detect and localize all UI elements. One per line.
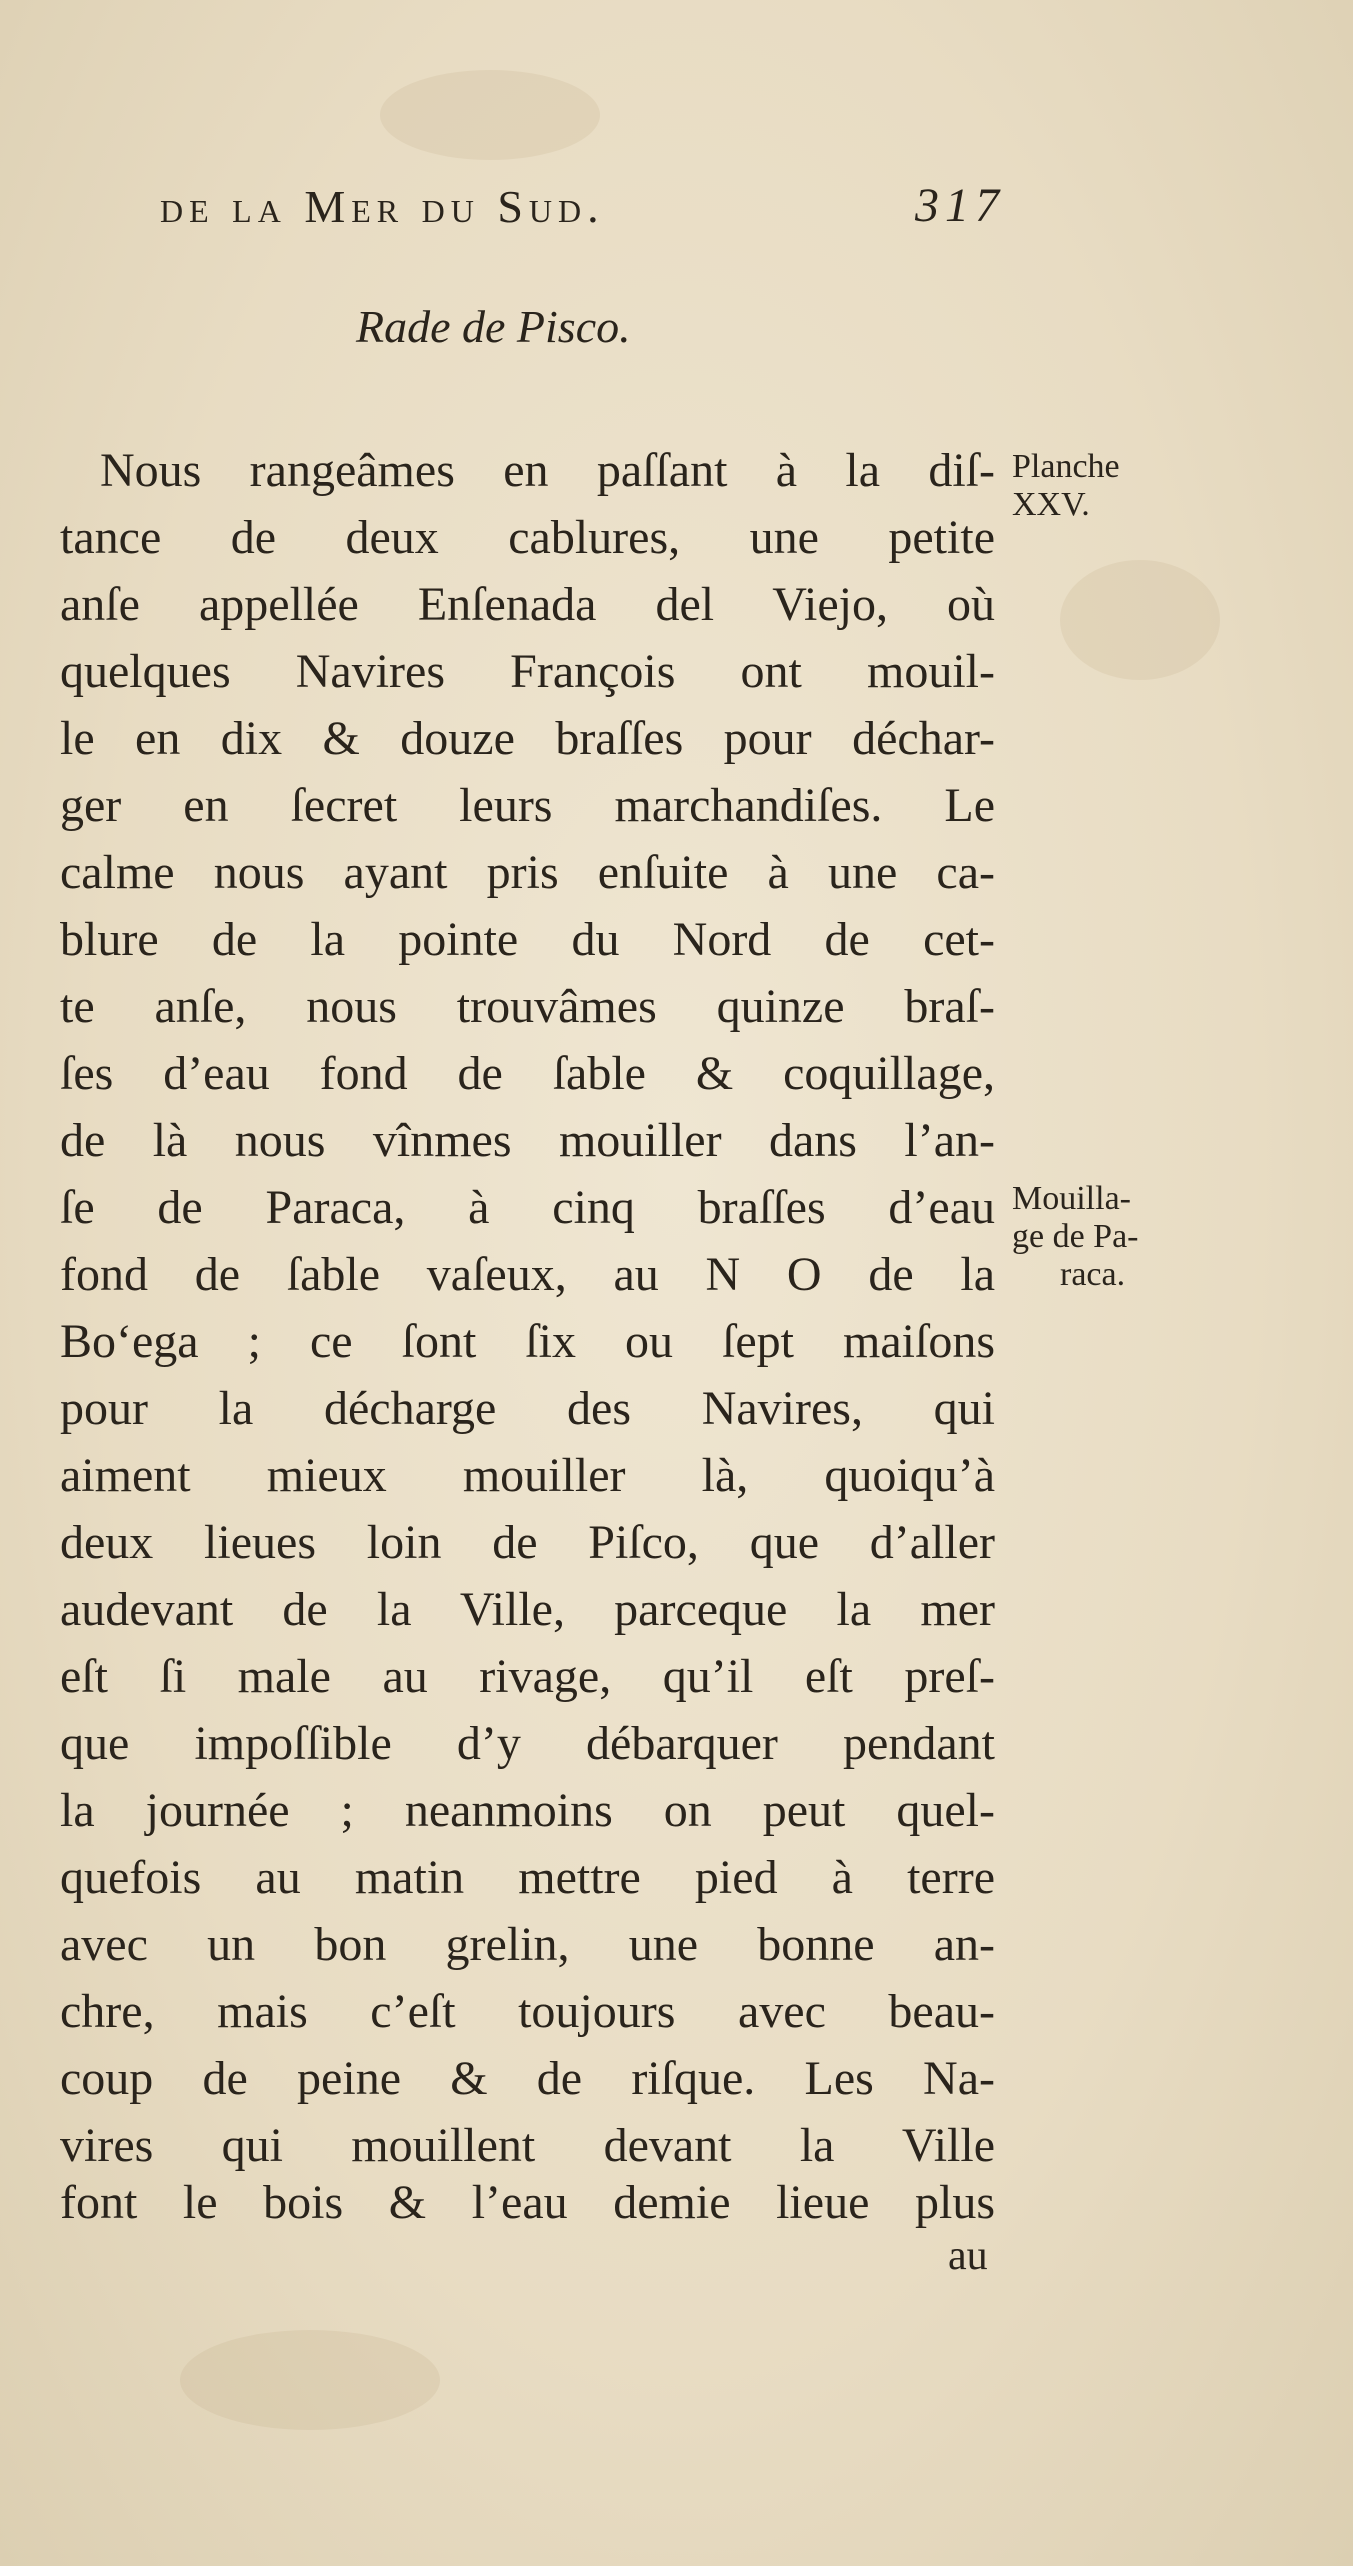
paper-stain xyxy=(1060,560,1220,680)
running-header xyxy=(160,180,1030,250)
text-line: de là nous vînmes mouiller dans l’an- xyxy=(60,1114,995,1167)
catchword: au xyxy=(948,2233,988,2279)
text-line: pour la décharge des Navires, qui xyxy=(60,1382,995,1435)
text-line: Bo‘ega ; ce ſont ſix ou ſept maiſons xyxy=(60,1315,995,1368)
text-line: anſe appellée Enſenada del Viejo, où xyxy=(60,578,995,631)
text-line: deux lieues loin de Piſco, que d’aller xyxy=(60,1516,995,1569)
margin-note-line: ge de Pa- xyxy=(1012,1218,1139,1255)
page-number: 317 xyxy=(915,179,1005,232)
text-line: te anſe, nous trouvâmes quinze braſ- xyxy=(60,980,995,1033)
text-line: audevant de la Ville, parceque la mer xyxy=(60,1583,995,1636)
text-line: vires qui mouillent devant la Ville xyxy=(60,2119,995,2172)
margin-note-line: XXV. xyxy=(1012,486,1090,523)
paper-stain xyxy=(380,70,600,160)
margin-note-line: Planche xyxy=(1012,448,1120,485)
section-title: Rade de Pisco. xyxy=(356,301,631,352)
margin-note-line: Mouilla- xyxy=(1012,1180,1131,1217)
text-line: Nous rangeâmes en paſſant à la diſ- xyxy=(100,444,995,497)
text-line: que impoſſible d’y débarquer pendant xyxy=(60,1717,995,1770)
text-line: quelques Navires François ont mouil- xyxy=(60,645,995,698)
text-line: chre, mais c’eſt toujours avec beau- xyxy=(60,1985,995,2038)
text-line: ſes d’eau fond de ſable & coquillage, xyxy=(60,1047,995,1100)
text-line: ſe de Paraca, à cinq braſſes d’eau xyxy=(60,1181,995,1234)
text-line: font le bois & l’eau demie lieue plus xyxy=(60,2176,995,2229)
text-line: ger en ſecret leurs marchandiſes. Le xyxy=(60,779,995,832)
text-line: avec un bon grelin, une bonne an- xyxy=(60,1918,995,1971)
text-line: eſt ſi male au rivage, qu’il eſt preſ- xyxy=(60,1650,995,1703)
margin-note-line: raca. xyxy=(1060,1256,1126,1293)
text-line: le en dix & douze braſſes pour déchar- xyxy=(60,712,995,765)
text-line: tance de deux cablures, une petite xyxy=(60,511,995,564)
text-line: la journée ; neanmoins on peut quel- xyxy=(60,1784,995,1837)
text-line: calme nous ayant pris enſuite à une ca- xyxy=(60,846,995,899)
running-title: de la Mer du Sud. xyxy=(160,181,605,232)
text-line: coup de peine & de riſque. Les Na- xyxy=(60,2052,995,2105)
text-line: fond de ſable vaſeux, au N O de la xyxy=(60,1248,995,1301)
text-line: blure de la pointe du Nord de cet- xyxy=(60,913,995,966)
margin-note-planche xyxy=(1012,448,1120,524)
margin-note-mouillage xyxy=(1012,1180,1139,1294)
paper-stain xyxy=(180,2330,440,2430)
text-line: aiment mieux mouiller là, quoiqu’à xyxy=(60,1449,995,1502)
text-line: quefois au matin mettre pied à terre xyxy=(60,1851,995,1904)
